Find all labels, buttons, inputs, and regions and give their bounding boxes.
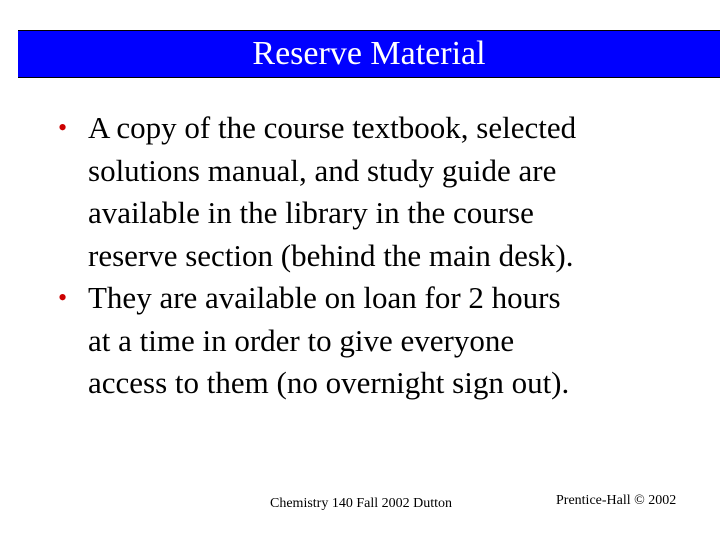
bullet-line: reserve section (behind the main desk). [88,237,574,273]
bullet-dot-icon: • [58,283,68,312]
bullet-item-1 [58,107,698,277]
bullet-line: They are available on loan for 2 hours [88,280,561,315]
footer-copyright: Prentice-Hall © 2002 [556,493,677,508]
bullet-line: at a time in order to give everyone [88,322,515,358]
bullet-dot-icon: • [58,113,68,142]
bullet-line: A copy of the course textbook, selected [88,110,577,145]
bullet-line: solutions manual, and study guide are [88,152,557,188]
footer-course: Chemistry 140 Fall 2002 Dutton [270,496,452,511]
bullet-line: access to them (no overnight sign out). [88,365,570,400]
bullet-list [58,107,698,405]
bullet-line: available in the library in the course [88,195,534,230]
slide-title: Reserve Material [252,35,486,72]
title-bar [18,30,720,78]
bullet-item-2 [58,277,698,405]
